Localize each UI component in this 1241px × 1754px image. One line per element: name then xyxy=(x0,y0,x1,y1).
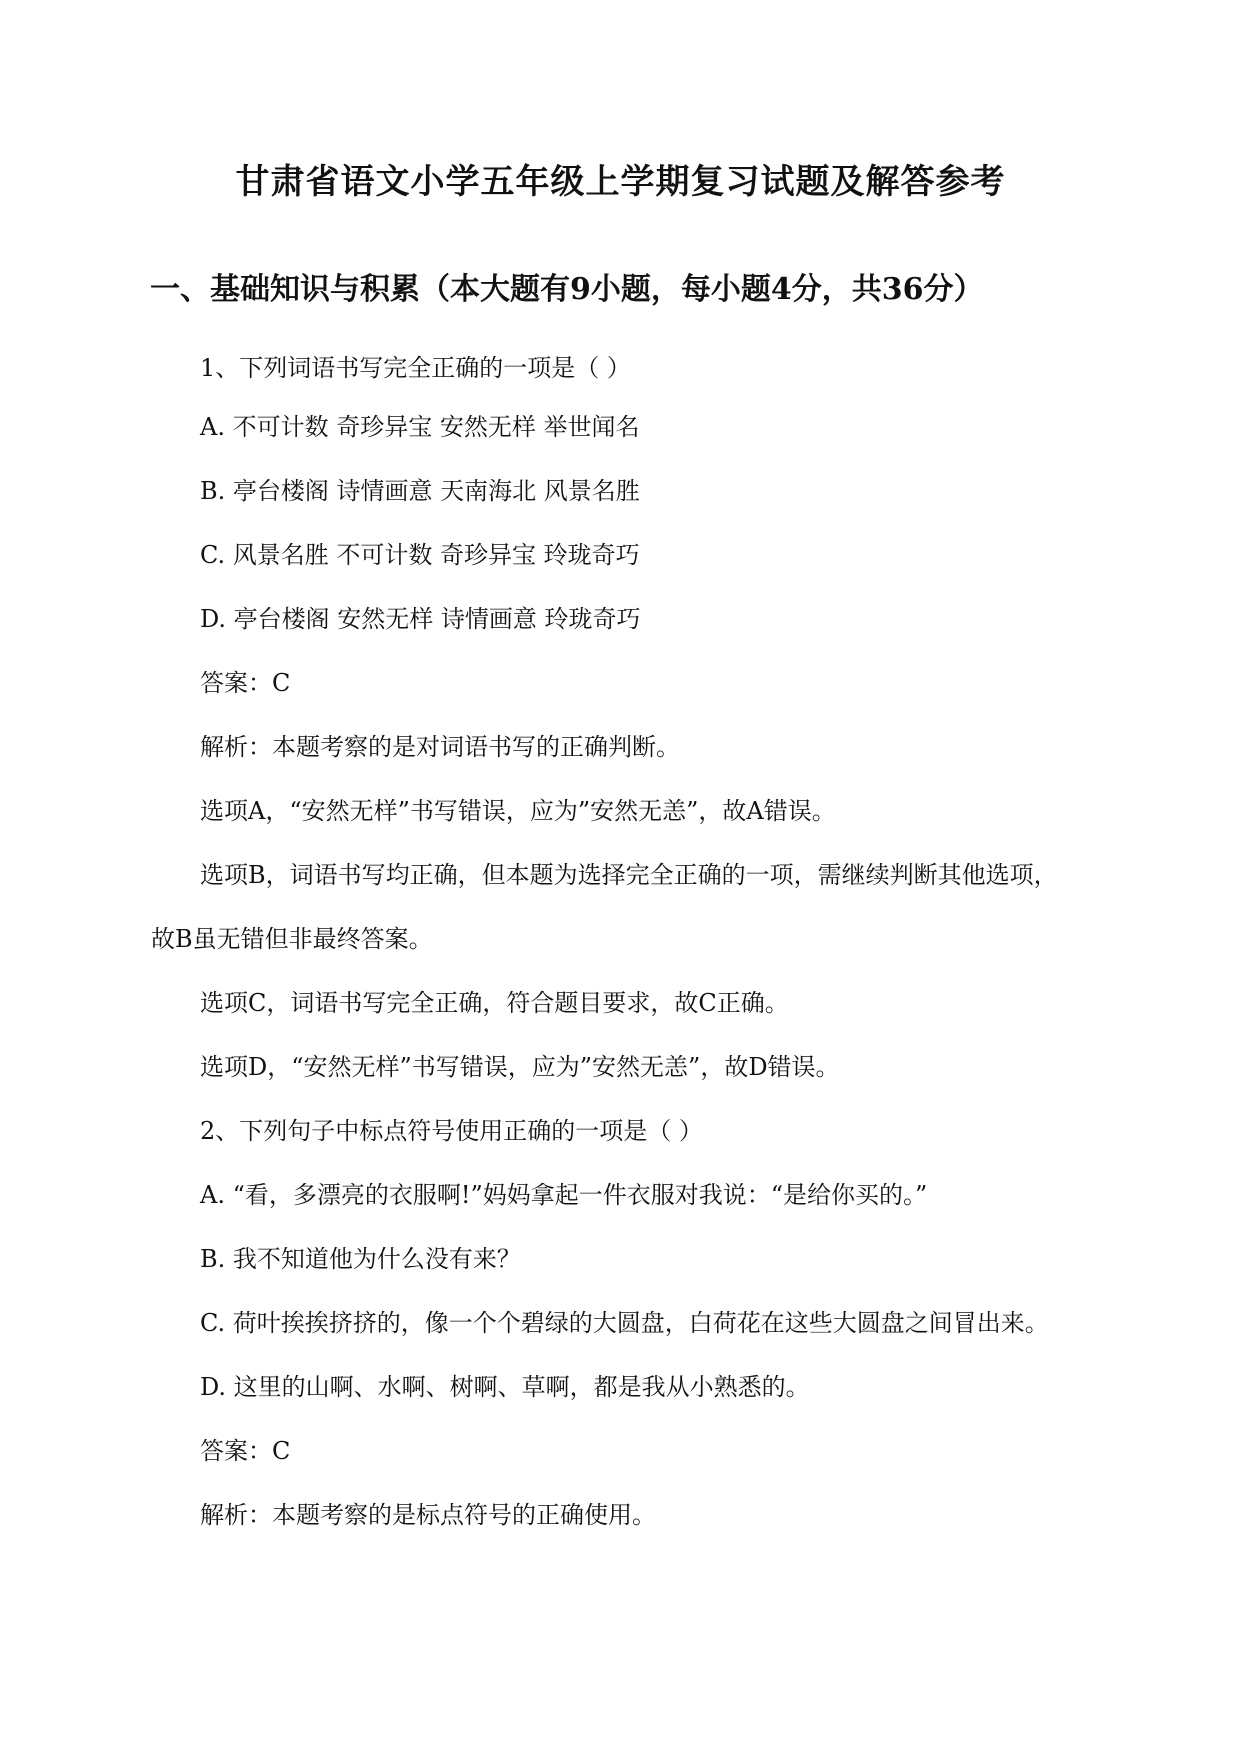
question-2-stem: 2、下列句子中标点符号使用正确的一项是（ ） xyxy=(200,1117,703,1145)
question-1-option-a: A. 不可计数 奇珍异宝 安然无样 举世闻名 xyxy=(200,413,640,441)
question-1-answer: 答案：C xyxy=(200,669,291,697)
question-1-analysis: 解析：本题考察的是对词语书写的正确判断。 xyxy=(200,733,680,761)
question-1-explanation-d: 选项D，“安然无样”书写错误，应为”安然无恙”，故D错误。 xyxy=(200,1053,840,1081)
question-2-answer: 答案：C xyxy=(200,1437,291,1465)
question-1-option-c: C. 风景名胜 不可计数 奇珍异宝 玲珑奇巧 xyxy=(200,541,640,569)
question-1-stem: 1、下列词语书写完全正确的一项是（ ） xyxy=(200,354,631,382)
question-1-option-d: D. 亭台楼阁 安然无样 诗情画意 玲珑奇巧 xyxy=(200,605,641,633)
section-heading: 一、基础知识与积累（本大题有9小题，每小题4分，共36分） xyxy=(150,272,984,307)
question-1-explanation-b-continued: 故B虽无错但非最终答案。 xyxy=(151,925,433,953)
question-2-analysis: 解析：本题考察的是标点符号的正确使用。 xyxy=(200,1501,656,1529)
question-1-explanation-a: 选项A，“安然无样”书写错误，应为”安然无恙”，故A错误。 xyxy=(200,797,836,825)
question-2-option-b: B. 我不知道他为什么没有来？ xyxy=(200,1245,521,1273)
question-1-explanation-b: 选项B，词语书写均正确，但本题为选择完全正确的一项，需继续判断其他选项， xyxy=(200,861,1058,889)
question-1-explanation-c: 选项C，词语书写完全正确，符合题目要求，故C正确。 xyxy=(200,989,789,1017)
question-2-option-c: C. 荷叶挨挨挤挤的，像一个个碧绿的大圆盘，白荷花在这些大圆盘之间冒出来。 xyxy=(200,1309,1049,1337)
question-2-option-a: A. “看，多漂亮的衣服啊!”妈妈拿起一件衣服对我说：“是给你买的。” xyxy=(200,1181,928,1209)
document-title: 甘肃省语文小学五年级上学期复习试题及解答参考 xyxy=(235,162,1006,202)
question-2-option-d: D. 这里的山啊、水啊、树啊、草啊，都是我从小熟悉的。 xyxy=(200,1373,810,1401)
question-1-option-b: B. 亭台楼阁 诗情画意 天南海北 风景名胜 xyxy=(200,477,640,505)
